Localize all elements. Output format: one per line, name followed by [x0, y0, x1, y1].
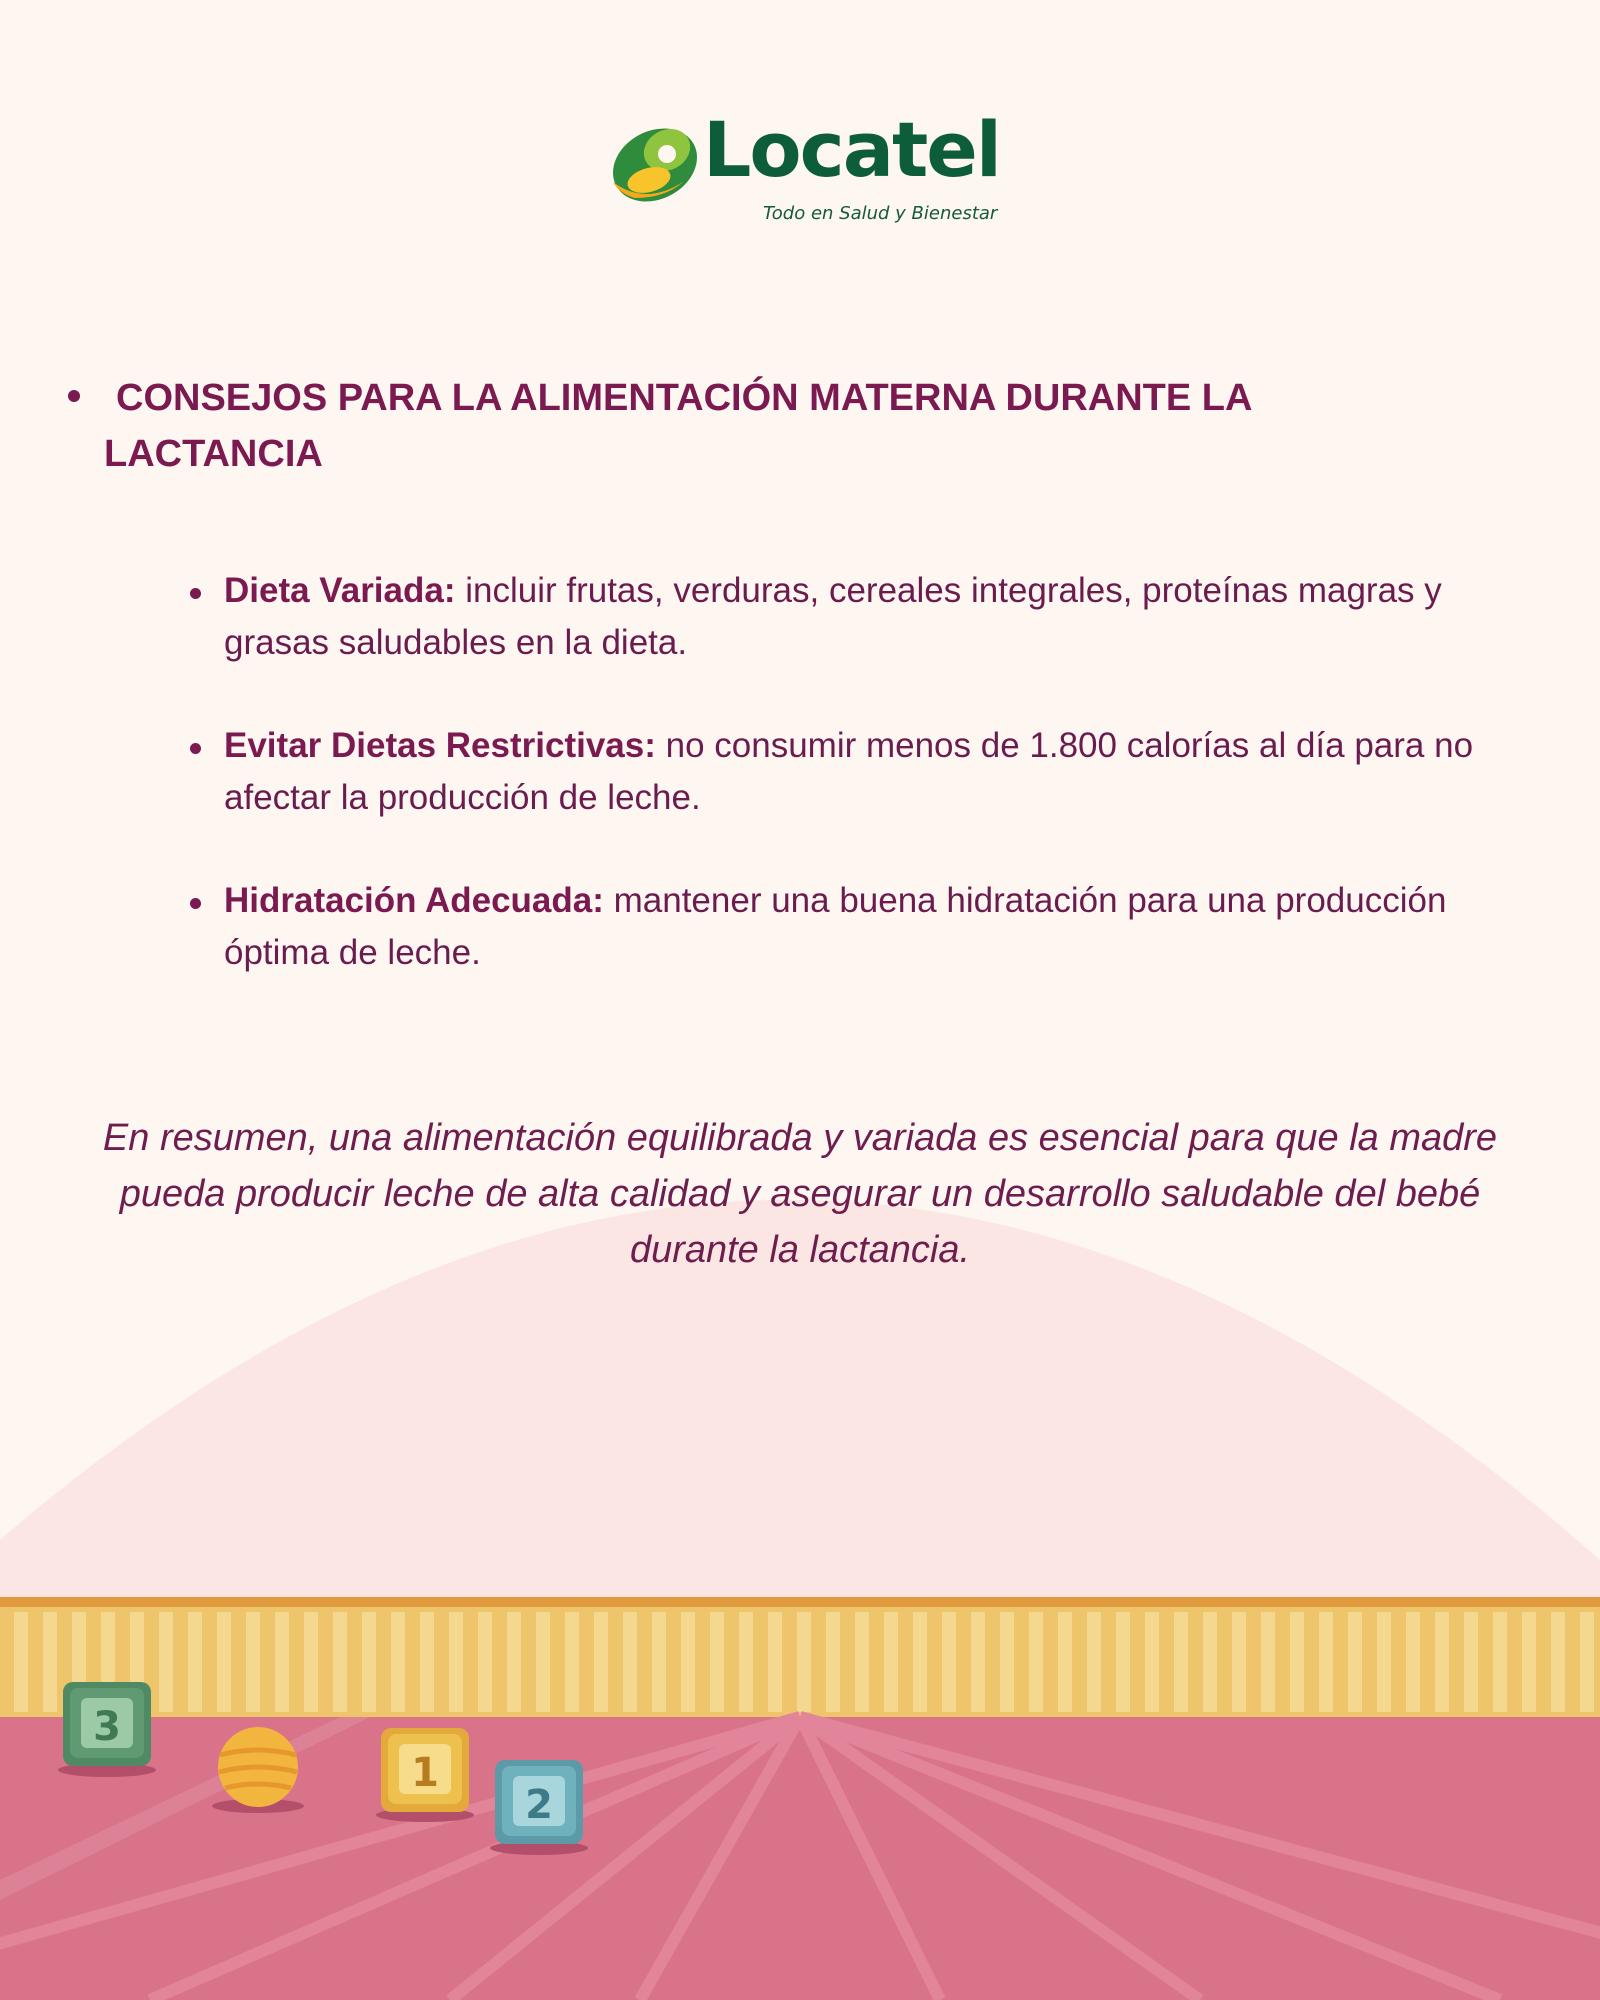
wall-stripe — [188, 1612, 202, 1712]
wall-stripe — [333, 1612, 347, 1712]
wall-stripe — [1580, 1612, 1594, 1712]
wall-stripe — [1464, 1612, 1478, 1712]
wall-stripe — [43, 1612, 57, 1712]
wall-stripe — [304, 1612, 318, 1712]
block-2-label: 2 — [525, 1782, 553, 1828]
wall-stripe — [797, 1612, 811, 1712]
wall-stripe — [652, 1612, 666, 1712]
summary-text: En resumen, una alimentación equilibrada y variada es esencial para que la madre pueda producir leche de alta calidad y asegurar un desarrollo saludable del bebé durante la lactancia. — [102, 1117, 1498, 1271]
logo-tagline: Todo en Salud y Bienestar — [763, 203, 998, 224]
logo-mark-icon — [605, 110, 705, 210]
wall-stripe — [971, 1612, 985, 1712]
wall-stripe — [826, 1612, 840, 1712]
toy-block-3 — [58, 1682, 156, 1777]
wall-stripe — [855, 1612, 869, 1712]
locatel-logo — [605, 105, 1005, 233]
wall-stripe — [884, 1612, 898, 1712]
wall-stripe — [1000, 1612, 1014, 1712]
tip-term: Evitar Dietas Restrictivas: — [224, 726, 656, 765]
tip-term: Dieta Variada: — [224, 571, 456, 610]
wall-stripe — [1203, 1612, 1217, 1712]
list-item — [190, 875, 1490, 979]
tip-text — [224, 875, 1490, 979]
bullet-icon — [190, 743, 201, 754]
toy-block-1 — [376, 1728, 474, 1822]
bullet-icon — [68, 390, 80, 402]
wall-stripe — [1116, 1612, 1130, 1712]
wall-stripe — [1522, 1612, 1536, 1712]
wall-stripe — [913, 1612, 927, 1712]
toy-block-2 — [490, 1760, 588, 1855]
wall-stripe — [1261, 1612, 1275, 1712]
wall-stripe — [1551, 1612, 1565, 1712]
wall-stripe — [1029, 1612, 1043, 1712]
tip-description: incluir frutas, verduras, cereales integrales, proteínas magras y grasas saludables en la dieta. — [224, 571, 1442, 662]
wall-stripe — [1087, 1612, 1101, 1712]
wall-stripe — [1348, 1612, 1362, 1712]
tip-text — [224, 565, 1490, 669]
wall-stripe — [1145, 1612, 1159, 1712]
wall-stripe — [536, 1612, 550, 1712]
wall-stripe — [14, 1612, 28, 1712]
list-item — [190, 565, 1490, 669]
wall-stripe — [1406, 1612, 1420, 1712]
wall-stripe — [1174, 1612, 1188, 1712]
wall-stripe — [275, 1612, 289, 1712]
wall-stripe — [362, 1612, 376, 1712]
tip-term: Hidratación Adecuada: — [224, 881, 604, 920]
wall-stripe — [1377, 1612, 1391, 1712]
wall-stripe — [1232, 1612, 1246, 1712]
logo-wordmark: Locatel — [703, 105, 1000, 194]
wall-stripe — [420, 1612, 434, 1712]
section-heading — [66, 370, 1466, 482]
wall-stripe — [623, 1612, 637, 1712]
tips-list — [190, 565, 1490, 1030]
wall-stripe — [1435, 1612, 1449, 1712]
wall-stripe — [159, 1612, 173, 1712]
wall-stripe — [942, 1612, 956, 1712]
wall-stripe — [1290, 1612, 1304, 1712]
block-3-label: 3 — [93, 1704, 121, 1750]
list-item — [190, 720, 1490, 824]
wall-trim-line — [0, 1597, 1600, 1607]
tip-description: no consumir menos de 1.800 calorías al día para no afectar la producción de leche. — [224, 726, 1474, 817]
wall-stripe — [1319, 1612, 1333, 1712]
wall-stripe — [739, 1612, 753, 1712]
wall-stripe — [507, 1612, 521, 1712]
wall-stripe — [681, 1612, 695, 1712]
wall-stripe — [710, 1612, 724, 1712]
wall-stripe — [217, 1612, 231, 1712]
wall-stripe — [449, 1612, 463, 1712]
wall-stripe — [1493, 1612, 1507, 1712]
heading-text: CONSEJOS PARA LA ALIMENTACIÓN MATERNA DURANTE LA LACTANCIA — [104, 377, 1252, 475]
wall-stripe — [391, 1612, 405, 1712]
wall-stripe — [565, 1612, 579, 1712]
block-1-label: 1 — [411, 1750, 439, 1796]
bullet-icon — [190, 588, 201, 599]
wall-stripe — [768, 1612, 782, 1712]
bullet-icon — [190, 898, 201, 909]
wall-stripe — [594, 1612, 608, 1712]
wall-stripe — [246, 1612, 260, 1712]
tip-description: mantener una buena hidratación para una producción óptima de leche. — [224, 881, 1447, 972]
wall-stripe — [478, 1612, 492, 1712]
wall-stripe — [1058, 1612, 1072, 1712]
tip-text — [224, 720, 1490, 824]
